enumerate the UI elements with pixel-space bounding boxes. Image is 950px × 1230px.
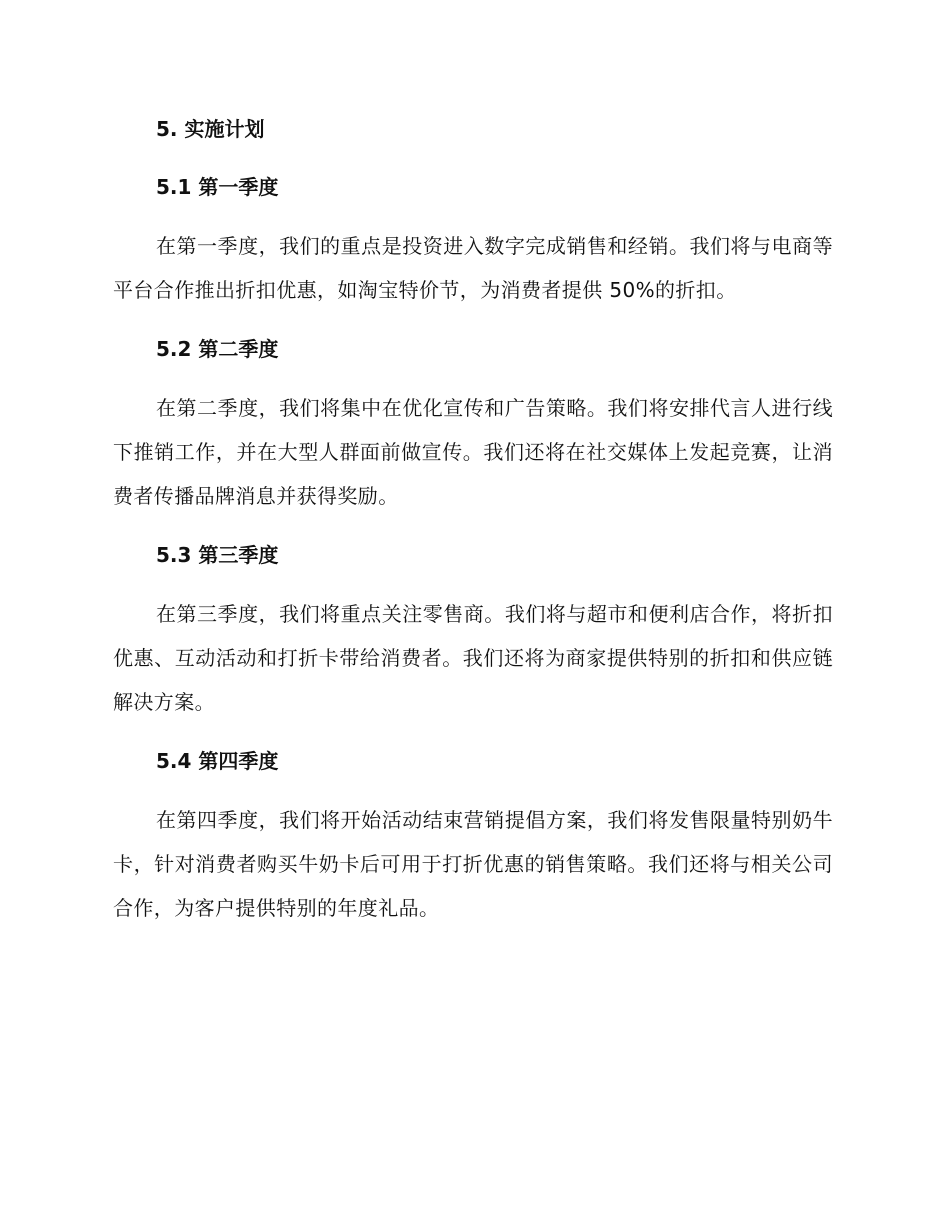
subsection-heading-q2: 5.2 第二季度 [156,337,279,361]
section-title: 5. 实施计划 [156,117,265,141]
subsection-heading-q3: 5.3 第三季度 [156,543,279,567]
subsection-body-q1: 在第一季度，我们的重点是投资进入数字完成销售和经销。我们将与电商等平台合作推出折扣优惠，如淘宝特价节，为消费者提供 50%的折扣。 [113,234,833,302]
subsection-body-q3: 在第三季度，我们将重点关注零售商。我们将与超市和便利店合作，将折扣优惠、互动活动和打折卡带给消费者。我们还将为商家提供特别的折扣和供应链解决方案。 [113,602,833,714]
document-content [113,108,833,946]
subsection-body-q4: 在第四季度，我们将开始活动结束营销提倡方案，我们将发售限量特别奶牛卡，针对消费者购买牛奶卡后可用于打折优惠的销售策略。我们还将与相关公司合作，为客户提供特别的年度礼品。 [113,808,833,920]
subsection-heading-q1: 5.1 第一季度 [156,175,279,199]
subsection-heading-q4: 5.4 第四季度 [156,749,279,773]
subsection-body-q2: 在第二季度，我们将集中在优化宣传和广告策略。我们将安排代言人进行线下推销工作，并在大型人群面前做宣传。我们还将在社交媒体上发起竞赛，让消费者传播品牌消息并获得奖励。 [113,396,833,508]
